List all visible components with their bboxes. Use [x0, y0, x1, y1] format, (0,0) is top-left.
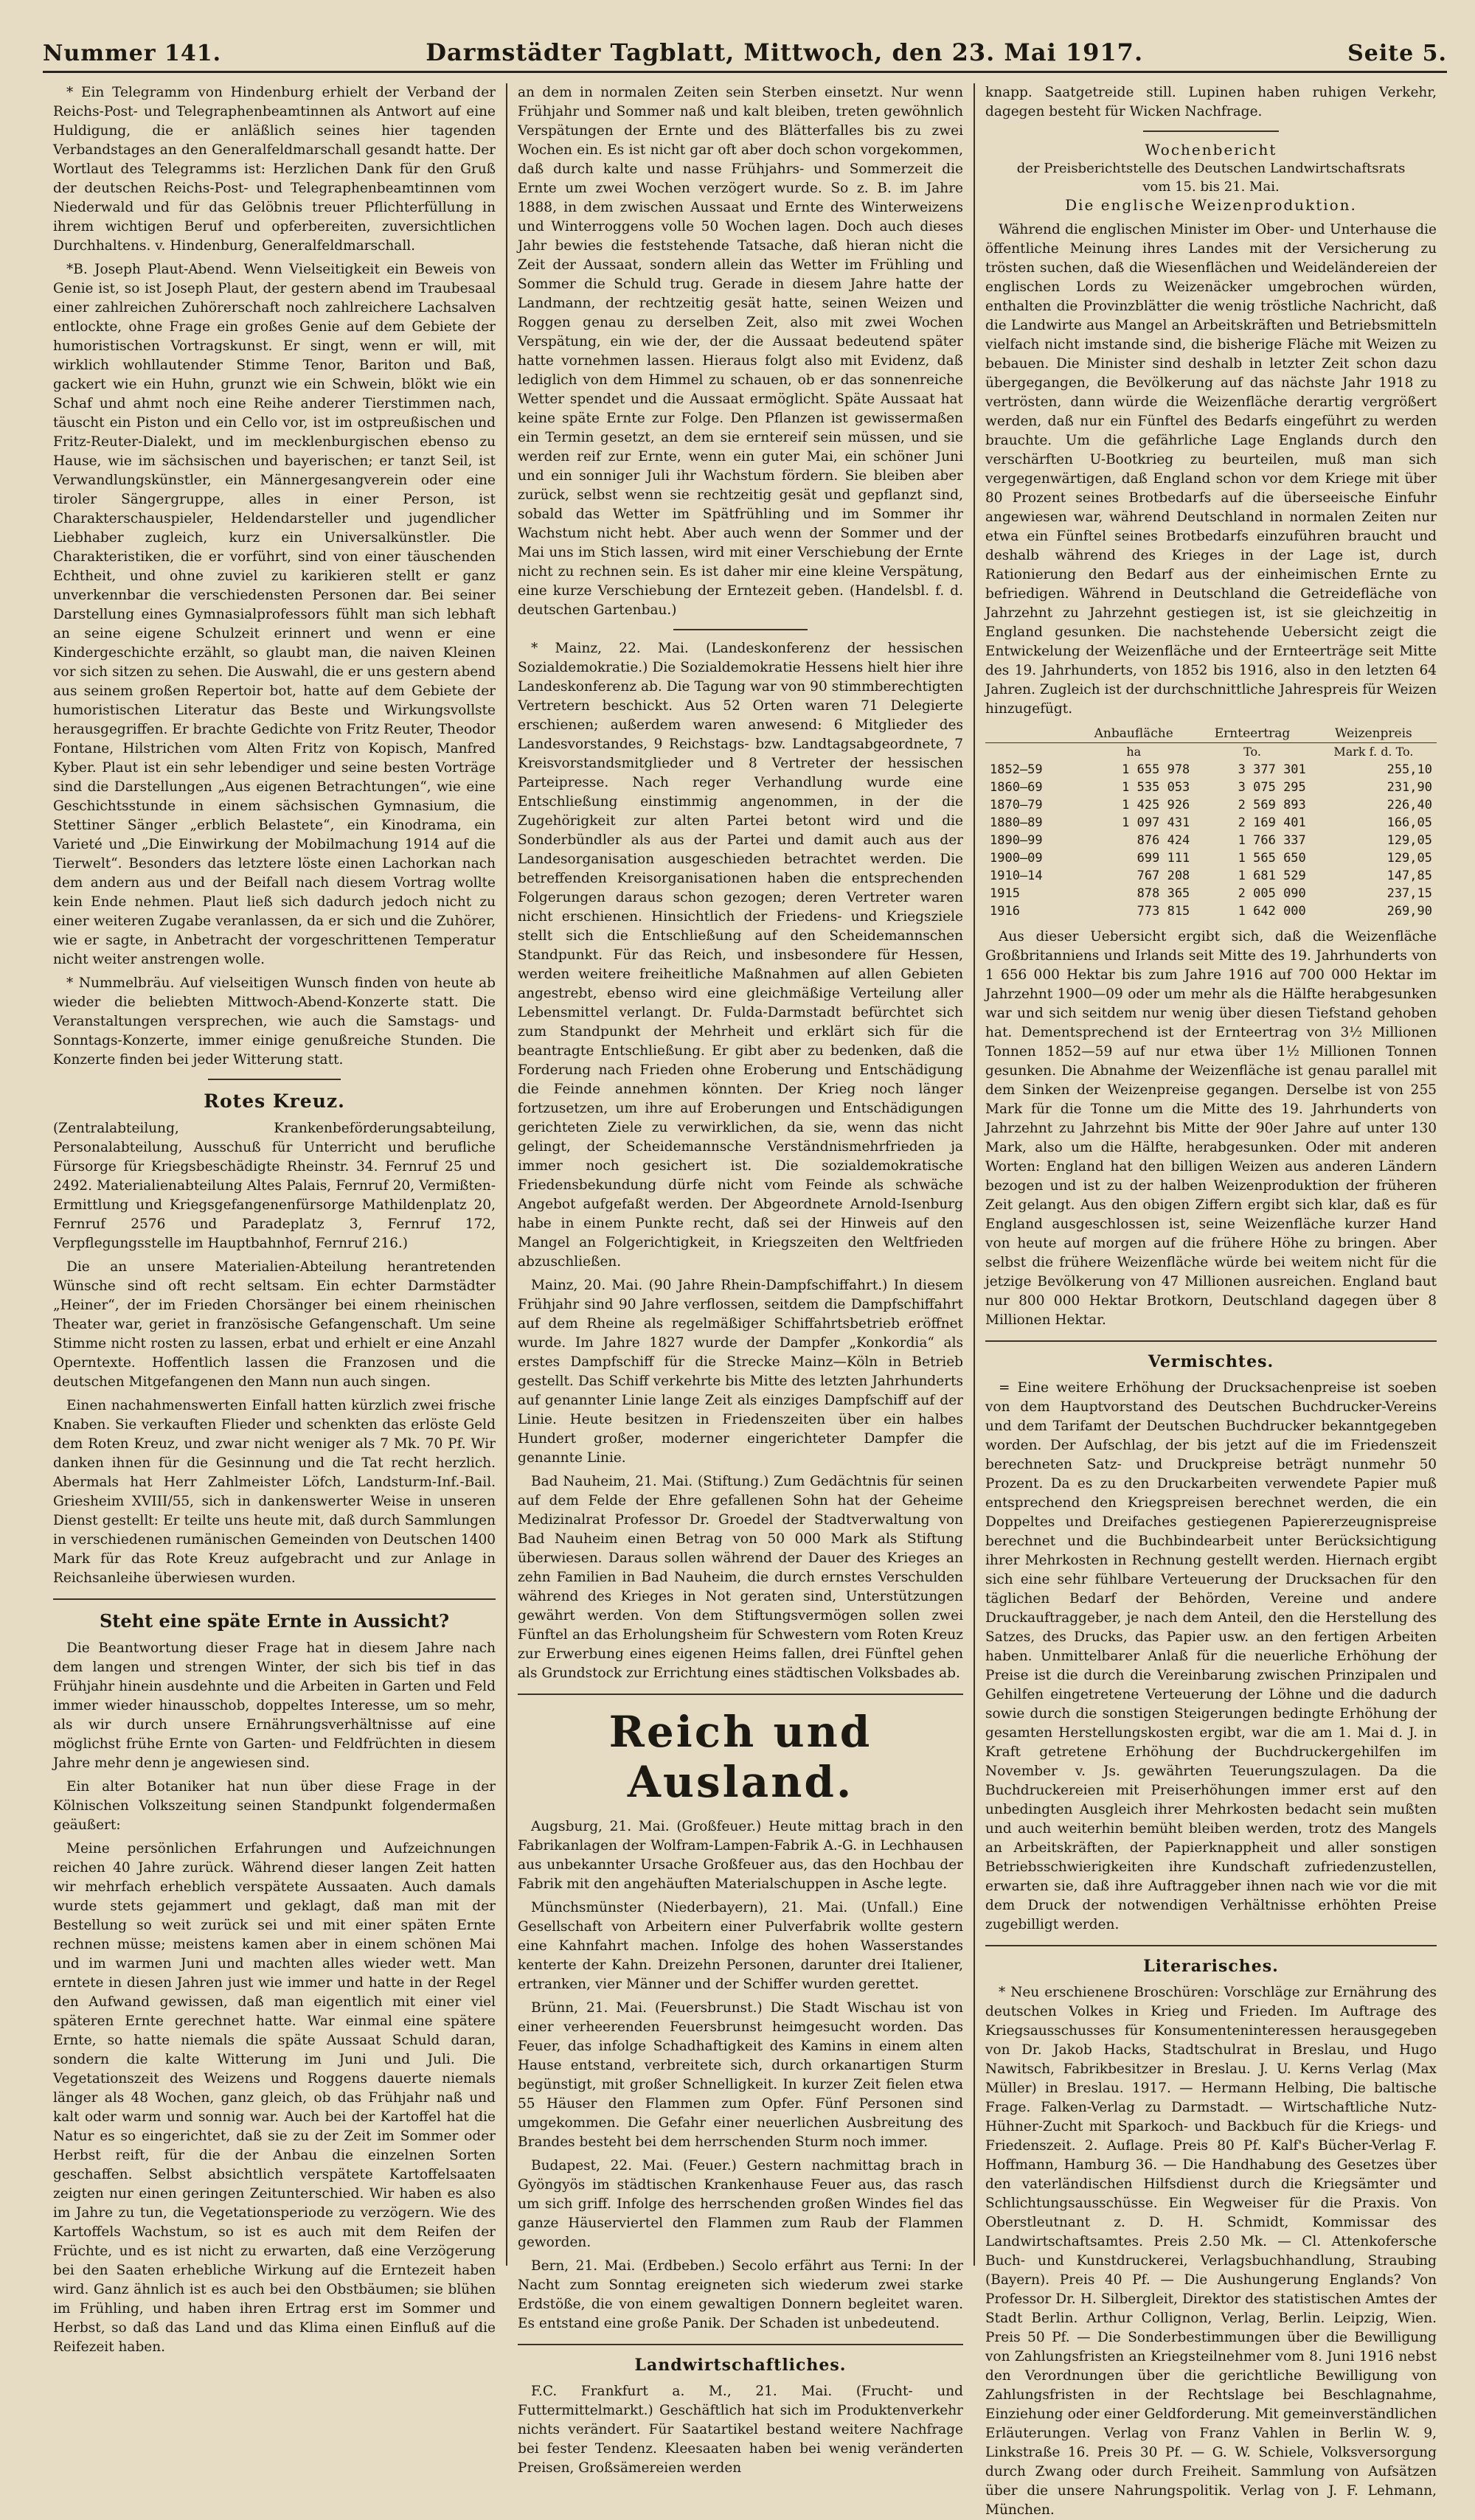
table-unit [985, 743, 1073, 762]
table-row [985, 832, 1437, 849]
article-plaut: *B. Joseph Plaut-Abend. Wenn Vielseitigkeit ein Beweis von Genie ist, so ist Joseph Plaut, der gestern abend im Traubesaal einer zahlreichen Zuhörerschaft noch zahlreichere Lachsalven entlockte, ohne Frage ein großes Genie auf dem Gebiete der humoristischen Vortragskunst. Er singt, wenn er will, mit wirklich wohllautender Stimme Tenor, Bariton und Baß, gackert wie ein Huhn, grunzt wie ein Schwein, blökt wie ein Schaf und ahmt noch eine Reihe anderer Tierstimmen nach, täuscht ein Piston und ein Cello vor, ist im ostpreußischen und Fritz-Reuter-Dialekt, und im mecklenburgischen ebenso zu Hause, wie im sächsischen und bayerischen; er tanzt Seil, ist Verwandlungskünstler, ein Männergesangverein oder eine tiroler Sängergruppe, alles in einer Person, ist Charakterschauspieler, Heldendarsteller und jugendlicher Liebhaber zugleich, kurz ein Universalkünstler. Die Charakteristiken, die er vorführt, sind von einer täuschenden Echtheit, und ohne zuviel zu karikieren stellt er ganz unverkennbar die verschiedensten Personen dar. Bei seiner Darstellung eines Gymnasialprofessors fühlt man sich lebhaft an seine eigene Schulzeit erinnert und wenn er eine Kindergeschichte erzählt, so glaubt man, die naiven Kleinen vor sich sitzen zu sehen. Die Auswahl, die er uns gestern abend aus seinem großen Repertoir bot, hatte auf dem Gebiete der humoristischen Literatur das Beste und Wirkungsvollste herausgegriffen. Er brachte Gedichte von Fritz Reuter, Theodor Fontane, Hilstrichen vom Alten Fritz von Kopisch, Manfred Kyber. Plaut ist ein sehr lebendiger und seine besten Vorträge sind die Darstellungen „Aus eigenen Betrachtungen“, wie eine Geschichtsstunde in einem sächsischen Gymnasium, die Stettiner Sänger „erblich Belastete“, ein Kinodrama, ein Varieté und „Die Einwirkung der Mobilmachung 1914 auf die Tierwelt“. Besonders das letztere löste einen Lachorkan nach dem andern aus und der Beifall nach diesem Vortrag wollte kein Ende nehmen. Plaut ließ sich dadurch jedoch nicht zu einer weiteren Zugabe veranlassen, da er sich und die Zuhörer, wie er sagte, in Anbetracht der vorgeschrittenen Temperatur nicht weiter anstrengen wolle. [53, 262, 496, 967]
heading-reich-und-ausland: Reich und Ausland. [608, 1707, 872, 1807]
article-nummelbraeu: * Nummelbräu. Auf vielseitigen Wunsch finden von heute ab wieder die beliebten Mittwoch-Abend-Konzerte statt. Die Veranstaltungen versprechen, wie auch die Samstags- und Sonntags-Konzerte, immer einige genußreiche Stunden. Die Konzerte finden bei jeder Witterung statt. [53, 975, 496, 1068]
column-1 [43, 83, 506, 2355]
table-cell: 1 681 529 [1238, 869, 1306, 883]
heading-landwirtschaftliches: Landwirtschaftliches. [634, 2356, 847, 2375]
table-body [985, 761, 1437, 920]
divider [985, 1945, 1437, 1946]
table-cell: 1916 [990, 904, 1020, 919]
article-mainz-landeskonferenz: * Mainz, 22. Mai. (Landeskonferenz der hessischen Sozialdemokratie.) Die Sozialdemokratie Hessens hielt hier ihre Landeskonferenz ab. Die Tagung war von 90 stimmberechtigten Vertretern beschickt. Aus 52 Orten waren 71 Delegierte erschienen; außerdem waren anwesend: 6 Mitglieder des Landesvorstandes, 9 Reichstags- bzw. Landtagsabgeordnete, 7 Kreisvorstandsmitglieder und 8 Vertreter der hessischen Parteipresse. Nach reger Verhandlung wurde eine Entschließung einstimmig angenommen, in der die Zugehörigkeit zur alten Partei betont wird und die Sonderbündler als aus der Partei und damit auch aus der Landesorganisation ausgeschieden betrachtet werden. Die betreffenden Kreisorganisationen haben die entsprechenden Folgerungen daraus schon gezogen; deren Vertreter waren nicht erschienen. Hinsichtlich der Friedens- und Kriegsziele stellt sich die Entschließung auf den Scheidemannschen Standpunkt. Für das Reich, und insbesondere für Hessen, werden weitere freiheitliche Maßnahmen auf allen Gebieten angestrebt, ebenso wird eine gleichmäßige Verteilung aller Lebensmittel verlangt. Dr. Fulda-Darmstadt befürchtet sich zum Standpunkt der Mehrheit und erklärt sich für die beantragte Entschließung. Er gibt aber zu bedenken, daß die Forderung nach Frieden ohne Eroberung und Entschädigung die Feinde annehmen könnten. Der Krieg noch länger fortzusetzen, um ihre auf Eroberungen und Entschädigungen gerichteten Ziele zu verwirklichen, da sie, wenn das nicht gelingt, der Scheidemannsche Verständnismehrfrieden ja immer noch gesichert ist. Die sozialdemokratische Friedensbekundung dürfe nicht vom Feinde als schwäche Angebot aufgefaßt werden. Der Abgeordnete Arnold-Isenburg habe in einem Punkte recht, daß sei der Hinweis auf den Mangel an Folgerichtigkeit, in Kriegszeiten den Weltfrieden abzuschließen. [518, 641, 963, 1270]
ernte-para-4: an dem in normalen Zeiten sein Sterben einsetzt. Nur wenn Frühjahr und Sommer naß und kalt bleiben, treten gewöhnlich Verspätungen der Ernte und des Blätterfalles bis zu zwei Wochen ein. Es ist nicht gar oft aber doch schon vorgekommen, daß durch kalte und nasse Frühjahrs- und Sommerzeit die Ernte um zwei Wochen verzögert wurde. So z. B. im Jahre 1888, in dem zwischen Aussaat und Ernte des Winterweizens und Winterroggens volle 50 Wochen lagen. Doch auch dieses Jahr bewies die feststehende Tatsache, daß hieran nicht die Zeit der Aussaat, sondern allein das Wetter im Frühling und Sommer die Schuld trug. Gerade in diesem Jahre hatte der Landmann, der rechtzeitig gesät hatte, seinen Weizen und Roggen genau zu derselben Zeit, also mit zwei Wochen Verspätung, ein wie der, der die Aussaat bedeutend später hatte vornehmen lassen. Hieraus folgt also mit Evidenz, daß lediglich von dem Himmel zu schauen, ob er das sonnenreiche Wetter spendet und die Aussaat ermöglicht. Späte Aussaat hat keine späte Ernte zur Folge. Den Pflanzen ist gewissermaßen ein Termin gesetzt, an dem sie erntereif sein müssen, und sie werden reif zur Ernte, wenn ein guter Mai, ein schöner Juni und ein sonniger Juli ihr Wachstum fördern. Sie bleiben aber zurück, selbst wenn sie rechtzeitig gesät und gepflanzt sind, sobald das Wetter im Spätfrühling und im Sommer ihr Wachstum nicht hebt. Aber auch wenn der Sommer und der Mai uns im Stich lassen, wird mit einer Verschiebung der Ernte nicht zu rechnen sein. Es ist daher mir eine kleine Verspätung, eine kurze Verschiebung der Erntezeit geben. (Handelsbl. f. d. deutschen Gartenbau.) [518, 85, 963, 618]
table-cell: 3 075 295 [1238, 780, 1306, 795]
table-cell: 1 425 926 [1122, 798, 1190, 812]
article-broschueren: * Neu erschienene Broschüren: Vorschläge zur Ernährung des deutschen Volkes in Krieg und Frieden. Im Auftrage des Kriegsausschusses für Konsumenteninteressen herausgegeben von Dr. Jakob Hacks, Stadtschulrat in Breslau, und Hugo Nawitsch, Fabrikbesitzer in Breslau. J. U. Kerns Verlag (Max Müller) in Breslau. 1917. — Hermann Helbing, Die baltische Frage. Falken-Verlag zu Darmstadt. — Wirtschaftliche Nutz-Hühner-Zucht mit Sparkoch- und Backbuch für die Kriegs- und Friedenszeit. 2. Auflage. Preis 80 Pf. Kalf's Bücher-Verlag F. Hoffmann, Hamburg 36. — Die Handhabung des Gesetzes über den vaterländischen Hilfsdienst durch die Kriegsämter und Schlichtungsausschüsse. Ein Wegweiser für die Praxis. Von Oberstleutnant z. D. H. Schmidt, Kommissar des Landwirtschaftsamtes. Preis 2.50 Mk. — Cl. Attenkofersche Buch- und Kunstdruckerei, Verlagsbuchhandlung, Straubing (Bayern). Preis 40 Pf. — Die Aushungerung Englands? Von Professor Dr. H. Silbergleit, Direktor des statistischen Amtes der Stadt Berlin. Arthur Collignon, Verlag, Berlin. Leipzig, Wien. Preis 50 Pf. — Die Sonderbestimmungen über die Bewilligung von Zahlungsfristen an Kriegsteilnehmer vom 8. Juni 1916 nebst den Verordnungen über die gerichtliche Bewilligung von Zahlungsfristen in der Rechtslage bei Beschlagnahme, Einziehung oder einer Geldforderung. Mit gemeinverständlichen Erläuterungen. Verlag von Franz Vahlen in Berlin W. 9, Linkstraße 16. Preis 30 Pf. — G. W. Schiele, Volksversorgung durch Zwang oder durch Freiheit. Sammlung von Aufsätzen über die unsere Nahrungspolitik. Verlag von J. F. Lehmann, München. [985, 1985, 1437, 2518]
table-cell: 255,10 [1386, 762, 1432, 777]
table-cell: 2 005 090 [1238, 886, 1306, 901]
article-saat-cont: knapp. Saatgetreide still. Lupinen haben ruhigen Verkehr, dagegen besteht für Wicken Nachfrage. [985, 85, 1437, 119]
rotes-kreuz-contacts: (Zentralabteilung, Krankenbeförderungsabteilung, Personalabteilung, Ausschuß für Unterricht und berufliche Fürsorge für Kriegsbeschädigte Rheinstr. 34. Fernruf 25 und 2492. Materialienabteilung Altes Palais, Fernruf 20, Vermißten-Ermittlung und Kriegsgefangenenfürsorge Mathildenplatz 20, Fernruf 2576 und Paradeplatz 3, Fernruf 172, Verpflegungsstelle im Hauptbahnhof, Fernruf 216.) [53, 1121, 496, 1251]
rotes-kreuz-para-2: Einen nachahmenswerten Einfall hatten kürzlich zwei frische Knaben. Sie verkauften Flieder und schenkten das erlöste Geld dem Roten Kreuz, und zwar nicht weniger als 7 Mk. 70 Pf. Wir danken ihnen für die Gesinnung und die Tat recht herzlich. Abermals hat Herr Zahlmeister Löfch, Landsturm-Inf.-Bail. Griesheim XVIII/55, sich in dankenswerter Weise in unseren Dienst gestellt: Er teilte uns heute mit, daß durch Sammlungen in verschiedenen rumänischen Gemeinden von Deutschen 1400 Mark für das Rote Kreuz aufgebracht und zur Anlage in Reichsanleihe überwiesen wurden. [53, 1398, 496, 1586]
table-row [985, 885, 1437, 902]
table-cell: 226,40 [1386, 798, 1432, 812]
table-cell: 1900—09 [990, 851, 1043, 866]
wochenbericht-source: der Preisberichtstelle des Deutschen Landwirtschaftsrats [1016, 161, 1406, 176]
article-frankfurt-markt: F.C. Frankfurt a. M., 21. Mai. (Frucht- und Futtermittelmarkt.) Geschäftlich hat sich im Produktenverkehr nichts verändert. Für Saatartikel bestand weitere Nachfrage bei fester Tendenz. Kleesaaten haben bei wenig veränderten Preisen, Großsämereien werden [518, 2384, 963, 2476]
table-cell: 237,15 [1386, 886, 1432, 901]
table-cell: 269,90 [1386, 904, 1432, 919]
table-cell: 166,05 [1386, 815, 1432, 830]
heading-spaete-ernte: Steht eine späte Ernte in Aussicht? [99, 1610, 450, 1632]
table-cell: 129,05 [1386, 851, 1432, 866]
table-cell: 1 535 053 [1122, 780, 1190, 795]
wheat-statistics-table [985, 725, 1437, 920]
table-row [985, 761, 1437, 779]
table-cell: 876 424 [1136, 833, 1190, 848]
table-cell: 1 766 337 [1238, 833, 1306, 848]
ernte-para-3: Meine persönlichen Erfahrungen und Aufzeichnungen reichen 40 Jahre zurück. Während dieser langen Zeit hatten wir mehrfach erheblich verspätete Aussaaten. Auch damals wurde stets gejammert und geklagt, daß man mit der Bestellung so weit zurück sei und mit einer späten Ernte rechnen müsse; meistens kamen aber in einem schönen Mai und im warmen Juni und machten alles wieder wett. Man erntete in diesen Jahren just wie immer und hatte in der Regel den Aufwand gewissen, daß man eigentlich mit einer viel späteren Ernte gerechnet hatte. War einmal eine spätere Ernte, so hatte niemals die späte Aussaat Schuld daran, sondern die kalte Witterung im Juni und Juli. Die Vegetationszeit des Weizens und Roggens dauerte niemals länger als 48 Wochen, ganz gleich, ob das Frühjahr naß und kalt oder warm und sonnig war. Auch bei der Kartoffel hat die Natur es so eingerichtet, daß sie zu der Zeit im Sommer oder Herbst reift, für die der Anbau die einzelnen Sorten geschaffen. Selbst absichtlich verspätete Kartoffelsaaten zeigten nur einen geringen Zeitunterschied. Wir haben es also im Jahre zu tun, die Vegetationsperiode zu verzögern. Wie des Kartoffels Wachstum, so ist es auch mit dem Reifen der Früchte, und es ist nicht zu erwarten, daß eine Verzögerung bei den Saaten erhebliche Wirkung auf die Erntezeit haben wird. Ganz ähnlich ist es auch bei den Obstbäumen; sie blühen im Frühling, und haben ihren Ertrag erst im Sommer und Herbst, so daß das Land und das Klima einen Einfluß auf die Reifezeit haben. [53, 1841, 496, 2355]
table-unit-row [985, 743, 1437, 762]
table-header-row [985, 725, 1437, 743]
columns [43, 83, 1447, 2518]
table-row [985, 814, 1437, 832]
table-cell: 878 365 [1136, 886, 1190, 901]
newspaper-title: Darmstädter Tagblatt, Mittwoch, den 23. Mai 1917. [426, 38, 1144, 66]
table-cell: 2 569 893 [1238, 798, 1306, 812]
table-cell: 699 111 [1136, 851, 1190, 866]
table-header: Ernteertrag [1194, 725, 1310, 743]
divider [518, 1694, 963, 1695]
table-row [985, 779, 1437, 796]
table-cell: 773 815 [1136, 904, 1190, 919]
table-row [985, 867, 1437, 885]
column-3 [974, 83, 1447, 2518]
table-cell: 1 655 978 [1122, 762, 1190, 777]
table-header: Anbaufläche [1073, 725, 1194, 743]
article-muenchsmuenster: Münchsmünster (Niederbayern), 21. Mai. (Unfall.) Eine Gesellschaft von Arbeitern einer Pulverfabrik wollte gestern eine Kahnfahrt machen. Infolge des hohen Wasserstandes kenterte der Kahn. Dreizehn Personen, darunter drei Italiener, ertranken, vier Männer und der Schiffer wurden gerettet. [518, 1900, 963, 1992]
table-header [985, 725, 1073, 743]
table-cell: 1870—79 [990, 798, 1043, 812]
article-mainz-dampfschiffahrt: Mainz, 20. Mai. (90 Jahre Rhein-Dampfschiffahrt.) In diesem Frühjahr sind 90 Jahre verflossen, seitdem die Dampfschiffahrt auf dem Rheine als regelmäßiger Schiffahrtsbetrieb eröffnet wurde. Im Jahre 1827 wurde der Dampfer „Konkordia“ als erstes Dampfschiff für die Strecke Mainz—Köln in Betrieb gestellt. Das Schiff verkehrte bis Mitte des letzten Jahrhunderts auf genannter Linie lange Zeit als einziges Dampfschiff auf der Linie. Heute besitzen in Friedenszeiten über ein halbes Hundert großer, moderner eingerichteter Dampfer die genannte Linie. [518, 1278, 963, 1466]
divider [673, 629, 807, 630]
heading-rotes-kreuz: Rotes Kreuz. [204, 1090, 345, 1112]
heading-vermischtes: Vermischtes. [1148, 1352, 1274, 1371]
article-drucksachenpreise: = Eine weitere Erhöhung der Drucksachenpreise ist soeben von dem Hauptvorstand des Deutschen Buchdrucker-Vereins und dem Tarifamt der Deutschen Buchdrucker bekanntgegeben worden. Der Aufschlag, der bis jetzt auf die im Friedenszeit berechneten Satz- und Druckpreise beträgt nunmehr 50 Prozent. Da es zu den Druckarbeiten verwendete Papier muß entsprechend den Kriegspreisen berechnet werden, die ein Doppeltes und Dreifaches gestiegenen Papiererzeugnispreise berechnet und die Buchbindearbeit unter Berücksichtigung ihrer Mehrkosten in Rechnung gestellt werden. Hiernach ergibt sich eine sehr fühlbare Verteuerung der Drucksachen für den täglichen Bedarf der Behörden, Vereine und andere Druckauftraggeber, je nach dem Anteil, den die Herstellung des Satzes, des Drucks, das Papier usw. an den fertigen Arbeiten haben. Unmittelbarer Anlaß für die neuerliche Erhöhung der Preise ist die durch die Vereinbarung zwischen Prinzipalen und Gehilfen eingetretene Verteuerung der Löhne und die dadurch sowie durch die sonstigen Steigerungen bedingte Erhöhung der gesamten Herstellungskosten ergibt, war die am 1. Mai d. J. in Kraft getretene Erhöhung der Buchdruckergehilfen im November v. Js. gewährten Teuerungszulagen. Da die Buchdruckereien mit Preiserhöhungen immer erst auf den unbedingten Ausgleich ihrer Mehrkosten bedacht sein mußten und auch weiterhin bemüht bleiben werden, trotz des Mangels an Arbeitskräften, der Papierknappheit und aller sonstigen Betriebsschwierigkeiten ihre Kundschaft zufriedenzustellen, erwarten sie, daß ihre Auftraggeber ihnen nach wie vor die mit dem Druck der notwendigen Verhältnisse erhöhten Preise zugebilligt werden. [985, 1380, 1437, 1932]
heading-literarisches: Literarisches. [1143, 1957, 1279, 1976]
table-cell: 231,90 [1386, 780, 1432, 795]
table-cell: 3 377 301 [1238, 762, 1306, 777]
table-cell: 767 208 [1136, 869, 1190, 883]
wochenbericht-header [985, 141, 1437, 215]
table-cell: 1 097 431 [1122, 815, 1190, 830]
table-cell: 147,85 [1386, 869, 1432, 883]
table-cell: 1852—59 [990, 762, 1043, 777]
table-unit: To. [1243, 745, 1261, 759]
weizen-para-2: Aus dieser Uebersicht ergibt sich, daß die Weizenfläche Großbritanniens und Irlands seit Mitte des 19. Jahrhunderts von 1 656 000 Hektar bis zum Jahre 1916 auf 700 000 Hektar im Jahrzehnt 1900—09 oder um mehr als die Hälfte herabgesunken war und sich seitdem nur wenig über diesen Tiefstand gehoben hat. Dementsprechend ist der Ernteertrag von 3½ Millionen Tonnen 1852—59 auf nur etwa über 1½ Millionen Tonnen gesunken. Die Abnahme der Weizenfläche ist genau parallel mit dem Sinken der Weizenpreise gegangen. Derselbe ist von 255 Mark für die Tonne um die Mitte des 19. Jahrhunderts von Jahrzehnt zu Jahrzehnt bis Mitte der 90er Jahre auf unter 130 Mark, also um die Hälfte, herabgesunken. Oder mit anderen Worten: England hat den billigen Weizen aus anderen Ländern bezogen und ist zu der halben Weizenproduktion der früheren Zeit gelangt. Aus den obigen Ziffern ergibt sich klar, daß es für England ausgeschlossen ist, seine Weizenfläche kurzer Hand von heute auf morgen auf die frühere Höhe zu bringen. Aber selbst die frühere Weizenfläche würde bei weitem nicht für die jetzige Bevölkerung von 47 Millionen ausreichen. England baut nur 800 000 Hektar Brotkorn, Deutschland dagegen über 8 Millionen Hektar. [985, 929, 1437, 1328]
divider [53, 1598, 496, 1600]
weizen-para-1: Während die englischen Minister im Ober- und Unterhause die öffentliche Meinung ihres Landes mit der Versicherung zu trösten suchen, daß die Wiesenflächen und Weideländereien der englischen Lords zu Weizenäcker umgebrochen würden, enthalten die Provinzblätter die wenig tröstliche Nachricht, daß die Landwirte aus Mangel an Arbeitskräften und Betriebsmitteln vielfach nicht imstande sind, die bisherige Fläche mit Weizen zu bebauen. Die Minister sind deshalb in letzter Zeit schon dazu übergegangen, die Bevölkerung auf das nächste Jahr 1918 zu vertrösten, dann würde die Weizenfläche derartig vergrößert werden, daß nur ein Fünftel des Bedarfs eingeführt zu werden brauchte. Um die gefährliche Lage Englands durch den verschärften U-Bootkrieg zu beurteilen, muß man sich vergegenwärtigen, daß England schon vor dem Kriege mit über 80 Prozent seines Brotbedarfs auf die überseeische Einfuhr angewiesen war, während Deutschland in normalen Zeiten nur etwa ein Fünftel seines Brotbedarfs einzuführen braucht und deshalb während des Krieges in der Lage ist, durch Rationierung den Bedarf aus der einheimischen Ernte zu befriedigen. Während in Deutschland die Getreidefläche von Jahrzehnt zu Jahrzehnt gestiegen ist, ist sie gleichzeitig in England gesunken. Die nachstehende Uebersicht zeigt die Entwickelung der Weizenfläche und der Ernteerträge seit Mitte des 19. Jahrhunderts, von 1852 bis 1916, also in den letzten 64 Jahren. Zugleich ist der durchschnittliche Jahrespreis für Weizen hinzugefügt. [985, 222, 1437, 717]
table-cell: 1915 [990, 886, 1020, 901]
table-unit: ha [1126, 745, 1142, 759]
divider [1143, 130, 1279, 132]
table-cell: 1860—69 [990, 780, 1043, 795]
table-cell: 129,05 [1386, 833, 1432, 848]
table-cell: 1890—99 [990, 833, 1043, 848]
article-augsburg: Augsburg, 21. Mai. (Großfeuer.) Heute mittag brach in den Fabrikanlagen der Wolfram-Lampen-Fabrik A.-G. in Lechhausen aus unbekannter Ursache Großfeuer aus, das den Hochbau der Fabrik mit den angehäuften Materialschuppen in Asche legte. [518, 1819, 963, 1892]
page-number: Seite 5. [1347, 41, 1447, 66]
wochenbericht-title: Wochenbericht [1145, 141, 1277, 159]
article-bad-nauheim: Bad Nauheim, 21. Mai. (Stiftung.) Zum Gedächtnis für seinen auf dem Felde der Ehre gefallenen Sohn hat der Geheime Medizinalrat Professor Dr. Groedel der Stadtverwaltung von Bad Nauheim einen Betrag von 50 000 Mark als Stiftung überwiesen. Daraus sollen während der Dauer des Krieges an zehn Familien in Bad Nauheim, die durch ernstes Verschulden während des Krieges in Not geraten sind, Unterstützungen gewährt werden. Von dem Stiftungsvermögen sollen zwei Fünftel an das Erholungsheim für Schwestern vom Roten Kreuz zur Erwerbung eines eigenen Heims fallen, drei Fünftel gehen als Grundstock zur Errichtung eines städtischen Volksbades ab. [518, 1474, 963, 1681]
table-cell: 2 169 401 [1238, 815, 1306, 830]
table-row [985, 796, 1437, 814]
article-bruenn: Brünn, 21. Mai. (Feuersbrunst.) Die Stadt Wischau ist von einer verheerenden Feuersbrunst heimgesucht worden. Das Feuer, das infolge Schadhaftigkeit des Kamins in einem alten Hause entstand, verbreitete sich, durch orkanartigen Sturm begünstigt, mit großer Schnelligkeit. In kurzer Zeit fielen etwa 55 Häuser den Flammen zum Opfer. Fünf Personen sind umgekommen. Die Gefahr einer neuerlichen Ausbreitung des Brandes besteht bei dem herrschenden Sturm noch immer. [518, 2000, 963, 2150]
wochenbericht-topic: Die englische Weizenproduktion. [1065, 196, 1357, 214]
table-row [985, 849, 1437, 867]
ernte-para-1: Die Beantwortung dieser Frage hat in diesem Jahre nach dem langen und strengen Winter, der sich bis tief in das Frühjahr hinein ausdehnte und die Arbeiten in Garten und Feld immer wieder hinausschob, doppeltes Interesse, um so mehr, als wir durch unsere Ernährungsverhältnisse auf eine möglichst frühe Ernte von Garten- und Feldfrüchten in diesem Jahre mehr denn je angewiesen sind. [53, 1640, 496, 1771]
article-bern: Bern, 21. Mai. (Erdbeben.) Secolo erfährt aus Terni: In der Nacht zum Sonntag ereigneten sich wiederum zwei starke Erdstöße, die von einem gewaltigen Donnern begleitet waren. Es entstand eine große Panik. Der Schaden ist unbedeutend. [518, 2258, 963, 2331]
table-cell: 1910—14 [990, 869, 1043, 883]
divider [208, 1079, 341, 1080]
divider [518, 2344, 963, 2345]
issue-number: Nummer 141. [43, 41, 222, 66]
ernte-para-2: Ein alter Botaniker hat nun über diese Frage in der Kölnischen Volkszeitung seinen Standpunkt folgendermaßen geäußert: [53, 1779, 496, 1833]
table-cell: 1 565 650 [1238, 851, 1306, 866]
table-cell: 1 642 000 [1238, 904, 1306, 919]
table-row [985, 902, 1437, 920]
table-unit: Mark f. d. To. [1333, 745, 1414, 759]
article-hindenburg: * Ein Telegramm von Hindenburg erhielt der Verband der Reichs-Post- und Telegraphenbeamtinnen als Antwort auf eine Huldigung, die er anläßlich seines hier tagenden Verbandstages an den Generalfeldmarschall gesandt hatte. Der Wortlaut des Telegramms ist: Herzlichen Dank für den Gruß der deutschen Reichs-Post- und Telegraphenbeamtinnen vom Niederwald und für das Gelöbnis treuer Pflichterfüllung in ihrem wichtigen Beruf und opferbereiten, zuversichtlichen Durchhaltens. v. Hindenburg, Generalfeldmarschall. [53, 85, 496, 254]
column-2 [506, 83, 974, 2476]
table-header: Weizenpreis [1311, 725, 1437, 743]
rotes-kreuz-para-1: Die an unsere Materialien-Abteilung herantretenden Wünsche sind oft recht seltsam. Ein echter Darmstädter „Heiner“, der im Frieden Chorsänger bei einem rheinischen Theater war, geriet in französische Gefangenschaft. Um seine Stimme nicht rosten zu lassen, erbat und erhielt er eine Anzahl Operntexte. Hoffentlich lassen die Franzosen und die deutschen Mitgefangenen den Mann nun auch singen. [53, 1259, 496, 1390]
masthead [43, 38, 1447, 73]
divider [985, 1340, 1437, 1342]
article-budapest: Budapest, 22. Mai. (Feuer.) Gestern nachmittag brach in Gyöngyös im städtischen Krankenhause Feuer aus, das rasch um sich griff. Infolge des herrschenden großen Windes fiel das ganze Häuserviertel den Flammen zum Raub der Flammen geworden. [518, 2158, 963, 2250]
table-cell: 1880—89 [990, 815, 1043, 830]
wochenbericht-dates: vom 15. bis 21. Mai. [1142, 179, 1280, 195]
